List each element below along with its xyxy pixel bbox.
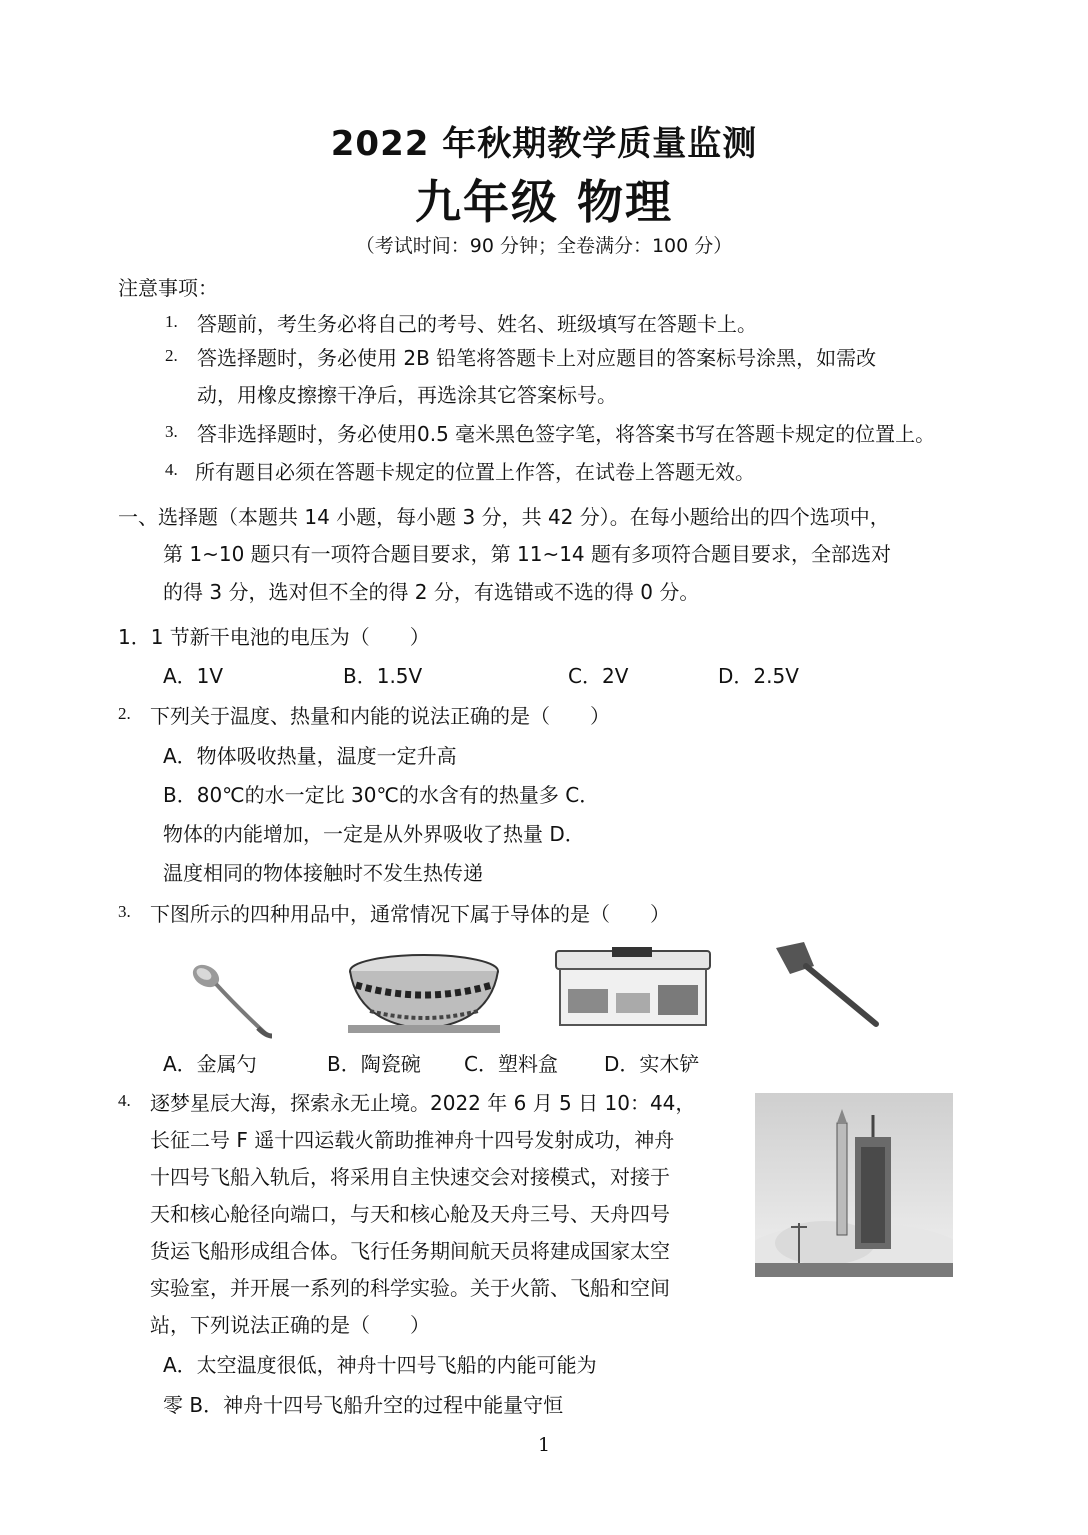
plastic-box-image	[550, 945, 716, 1029]
question-3-stem: 下图所示的四种用品中，通常情况下属于导体的是（ ）	[150, 902, 670, 926]
question-2-line: B．80℃的水一定比 30℃的水含有的热量多 C．	[163, 783, 600, 807]
subject-title: 九年级 物理	[414, 175, 673, 229]
note-text-continued: 动，用橡皮擦擦干净后，再选涂其它答案标号。	[197, 383, 617, 407]
question-4-option: A．太空温度很低，神舟十四号飞船的内能可能为	[163, 1353, 597, 1377]
exam-info: （考试时间：90 分钟；全卷满分：100 分）	[355, 235, 733, 257]
question-1-option-b: B．1.5V	[343, 664, 423, 688]
question-2-stem: 下列关于温度、热量和内能的说法正确的是（ ）	[150, 704, 610, 728]
notes-heading: 注意事项：	[118, 276, 218, 300]
note-text: 答非选择题时，务必使用0.5 毫米黑色签字笔，将答案书写在答题卡规定的位置上。	[197, 422, 936, 446]
question-3-option-c: C．塑料盒	[464, 1052, 558, 1076]
question-3-number: 3.	[118, 902, 131, 921]
question-4-option: 零 B．神舟十四号飞船升空的过程中能量守恒	[163, 1393, 564, 1417]
question-2-line: A．物体吸收热量，温度一定升高	[163, 744, 457, 768]
ceramic-bowl-image	[348, 953, 500, 1033]
page-number: 1	[537, 1434, 551, 1456]
question-2-line: 温度相同的物体接触时不发生热传递	[163, 861, 483, 885]
note-number: 4.	[165, 460, 178, 479]
question-1-stem: 1．1 节新干电池的电压为（ ）	[118, 625, 430, 649]
question-3-option-d: D．实木铲	[604, 1052, 700, 1076]
question-2-line: 物体的内能增加，一定是从外界吸收了热量 D．	[163, 822, 585, 846]
note-number: 3.	[165, 422, 178, 441]
metal-spoon-image	[186, 960, 278, 1042]
rocket-launch-image	[755, 1093, 953, 1277]
note-number: 1.	[165, 312, 178, 331]
note-text: 答选择题时，务必使用 2B 铅笔将答题卡上对应题目的答案标号涂黑，如需改	[197, 346, 877, 370]
exam-title: 2022 年秋期教学质量监测	[330, 124, 758, 164]
note-text: 答题前，考生务必将自己的考号、姓名、班级填写在答题卡上。	[197, 312, 757, 336]
question-4-number: 4.	[118, 1091, 131, 1110]
question-4-line: 十四号飞船入轨后，将采用自主快速交会对接模式，对接于	[150, 1165, 670, 1189]
question-3-option-b: B．陶瓷碗	[327, 1052, 421, 1076]
question-4-line: 站，下列说法正确的是（ ）	[150, 1313, 430, 1337]
question-1-option-a: A．1V	[163, 664, 224, 688]
question-1-option-d: D．2.5V	[718, 664, 799, 688]
section-heading: 一、选择题（本题共 14 小题，每小题 3 分，共 42 分）。在每小题给出的四个选项中，	[118, 505, 890, 529]
section-heading-line: 的得 3 分，选对但不全的得 2 分，有选错或不选的得 0 分。	[163, 580, 700, 604]
question-3-option-a: A．金属勺	[163, 1052, 257, 1076]
wooden-spatula-image	[770, 940, 882, 1030]
question-4-line: 长征二号 F 遥十四运载火箭助推神舟十四号发射成功，神舟	[150, 1128, 675, 1152]
note-number: 2.	[165, 346, 178, 365]
question-4-line: 逐梦星辰大海，探索永无止境。2022 年 6 月 5 日 10：44，	[150, 1091, 696, 1115]
question-4-line: 货运飞船形成组合体。飞行任务期间航天员将建成国家太空	[150, 1239, 670, 1263]
note-text: 所有题目必须在答题卡规定的位置上作答，在试卷上答题无效。	[195, 460, 755, 484]
question-2-number: 2.	[118, 704, 131, 723]
question-4-line: 天和核心舱径向端口，与天和核心舱及天舟三号、天舟四号	[150, 1202, 670, 1226]
question-1-option-c: C．2V	[568, 664, 629, 688]
section-heading-line: 第 1~10 题只有一项符合题目要求，第 11~14 题有多项符合题目要求，全部选对	[163, 542, 892, 566]
question-4-line: 实验室，并开展一系列的科学实验。关于火箭、飞船和空间	[150, 1276, 670, 1300]
